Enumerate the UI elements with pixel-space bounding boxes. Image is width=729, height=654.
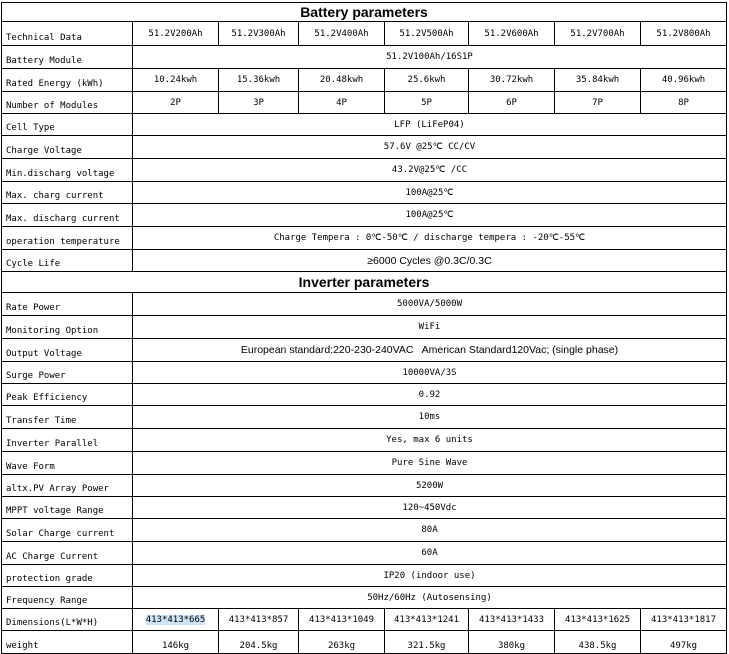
dimensions-row [2,609,727,631]
weight-label: weight [2,631,133,654]
spec-table [1,2,727,654]
operation-temperature-row [2,227,727,250]
weight-value: 263kg [299,631,385,654]
transfer-time-value: 10ms [133,406,727,429]
output-voltage-row [2,339,727,362]
pv-array-power-value: 5200W [133,475,727,497]
model-header: 51.2V700Ah [555,22,641,46]
cell-type-label: Cell Type [2,114,133,136]
max-charge-current-row [2,182,727,204]
pv-array-power-row [2,475,727,497]
output-voltage-label: Output Voltage [2,339,133,362]
inverter-section-title: Inverter parameters [2,272,727,293]
dimensions-value: 413*413*1049 [299,609,385,631]
dimensions-value: 413*413*1241 [385,609,469,631]
rated-energy-value: 15.36kwh [219,69,299,92]
max-charge-current-label: Max. charg current [2,182,133,204]
solar-charge-current-label: Solar Charge current [2,519,133,542]
dimensions-value: 413*413*1433 [469,609,555,631]
charge-voltage-row [2,136,727,159]
frequency-range-value: 50Hz/60Hz (Autosensing) [133,587,727,609]
battery-section-header-row [2,3,727,22]
dimensions-value-selected[interactable]: 413*413*665 [145,614,206,625]
protection-grade-row [2,565,727,587]
battery-module-row [2,46,727,69]
protection-grade-label: protection grade [2,565,133,587]
model-header: 51.2V500Ah [385,22,469,46]
operation-temperature-label: operation temperature [2,227,133,250]
mppt-voltage-range-label: MPPT voltage Range [2,497,133,519]
ac-charge-current-value: 60A [133,542,727,565]
wave-form-value: Pure Sine Wave [133,452,727,475]
model-header: 51.2V300Ah [219,22,299,46]
rated-energy-value: 30.72kwh [469,69,555,92]
rated-energy-value: 10.24kwh [133,69,219,92]
weight-value: 146kg [133,631,219,654]
pv-array-power-label: altx.PV Array Power [2,475,133,497]
number-of-modules-value: 4P [299,92,385,114]
operation-temperature-value: Charge Tempera : 0℃-50℃ / discharge tempera : -20℃-55℃ [133,227,727,250]
cycle-life-value: ≥6000 Cycles @0.3C/0.3C [133,250,727,272]
weight-value: 380kg [469,631,555,654]
technical-data-row [2,22,727,46]
number-of-modules-row [2,92,727,114]
battery-module-value: 51.2V100Ah/16S1P [133,46,727,69]
cycle-life-label: Cycle Life [2,250,133,272]
solar-charge-current-value: 80A [133,519,727,542]
surge-power-row [2,362,727,384]
weight-value: 497kg [641,631,727,654]
number-of-modules-value: 6P [469,92,555,114]
max-discharge-current-label: Max. discharg current [2,204,133,227]
dimensions-value: 413*413*857 [219,609,299,631]
ac-charge-current-label: AC Charge Current [2,542,133,565]
number-of-modules-value: 3P [219,92,299,114]
mppt-voltage-range-value: 120~450Vdc [133,497,727,519]
rated-energy-label: Rated Energy (kWh) [2,69,133,92]
max-discharge-current-row [2,204,727,227]
monitoring-option-label: Monitoring Option [2,316,133,339]
rated-energy-value: 25.6kwh [385,69,469,92]
mppt-voltage-range-row [2,497,727,519]
cell-type-row [2,114,727,136]
inverter-parallel-row [2,429,727,452]
battery-module-label: Battery Module [2,46,133,69]
output-voltage-value: European standard:220-230-240VAC American Standard120Vac; (single phase) [133,339,727,362]
protection-grade-value: IP20 (indoor use) [133,565,727,587]
frequency-range-label: Frequency Range [2,587,133,609]
rate-power-value: 5000VA/5000W [133,293,727,316]
weight-value: 321.5kg [385,631,469,654]
peak-efficiency-row [2,384,727,406]
weight-value: 204.5kg [219,631,299,654]
min-discharge-voltage-row [2,159,727,182]
charge-voltage-label: Charge Voltage [2,136,133,159]
solar-charge-current-row [2,519,727,542]
rated-energy-row [2,69,727,92]
number-of-modules-value: 7P [555,92,641,114]
number-of-modules-value: 5P [385,92,469,114]
rated-energy-value: 35.84kwh [555,69,641,92]
weight-row [2,631,727,654]
inverter-parallel-value: Yes, max 6 units [133,429,727,452]
battery-section-title: Battery parameters [2,3,727,22]
weight-value: 438.5kg [555,631,641,654]
ac-charge-current-row [2,542,727,565]
rate-power-label: Rate Power [2,293,133,316]
min-discharge-voltage-value: 43.2V@25℃ /CC [133,159,727,182]
monitoring-option-row [2,316,727,339]
rated-energy-value: 40.96kwh [641,69,727,92]
charge-voltage-value: 57.6V @25℃ CC/CV [133,136,727,159]
wave-form-label: Wave Form [2,452,133,475]
surge-power-label: Surge Power [2,362,133,384]
monitoring-option-value: WiFi [133,316,727,339]
frequency-range-row [2,587,727,609]
min-discharge-voltage-label: Min.discharg voltage [2,159,133,182]
number-of-modules-label: Number of Modules [2,92,133,114]
transfer-time-label: Transfer Time [2,406,133,429]
model-header: 51.2V800Ah [641,22,727,46]
peak-efficiency-label: Peak Efficiency [2,384,133,406]
technical-data-label: Technical Data [2,22,133,46]
max-discharge-current-value: 100A@25℃ [133,204,727,227]
dimensions-value: 413*413*1625 [555,609,641,631]
inverter-section-header-row [2,272,727,293]
rate-power-row [2,293,727,316]
number-of-modules-value: 2P [133,92,219,114]
max-charge-current-value: 100A@25℃ [133,182,727,204]
cell-type-value: LFP (LiFeP04) [133,114,727,136]
wave-form-row [2,452,727,475]
dimensions-label: Dimensions(L*W*H) [2,609,133,631]
model-header: 51.2V200Ah [133,22,219,46]
cycle-life-row [2,250,727,272]
dimensions-value: 413*413*1817 [641,609,727,631]
model-header: 51.2V600Ah [469,22,555,46]
model-header: 51.2V400Ah [299,22,385,46]
number-of-modules-value: 8P [641,92,727,114]
dimensions-value [133,609,219,631]
inverter-parallel-label: Inverter Parallel [2,429,133,452]
surge-power-value: 10000VA/3S [133,362,727,384]
rated-energy-value: 20.48kwh [299,69,385,92]
peak-efficiency-value: 0.92 [133,384,727,406]
transfer-time-row [2,406,727,429]
